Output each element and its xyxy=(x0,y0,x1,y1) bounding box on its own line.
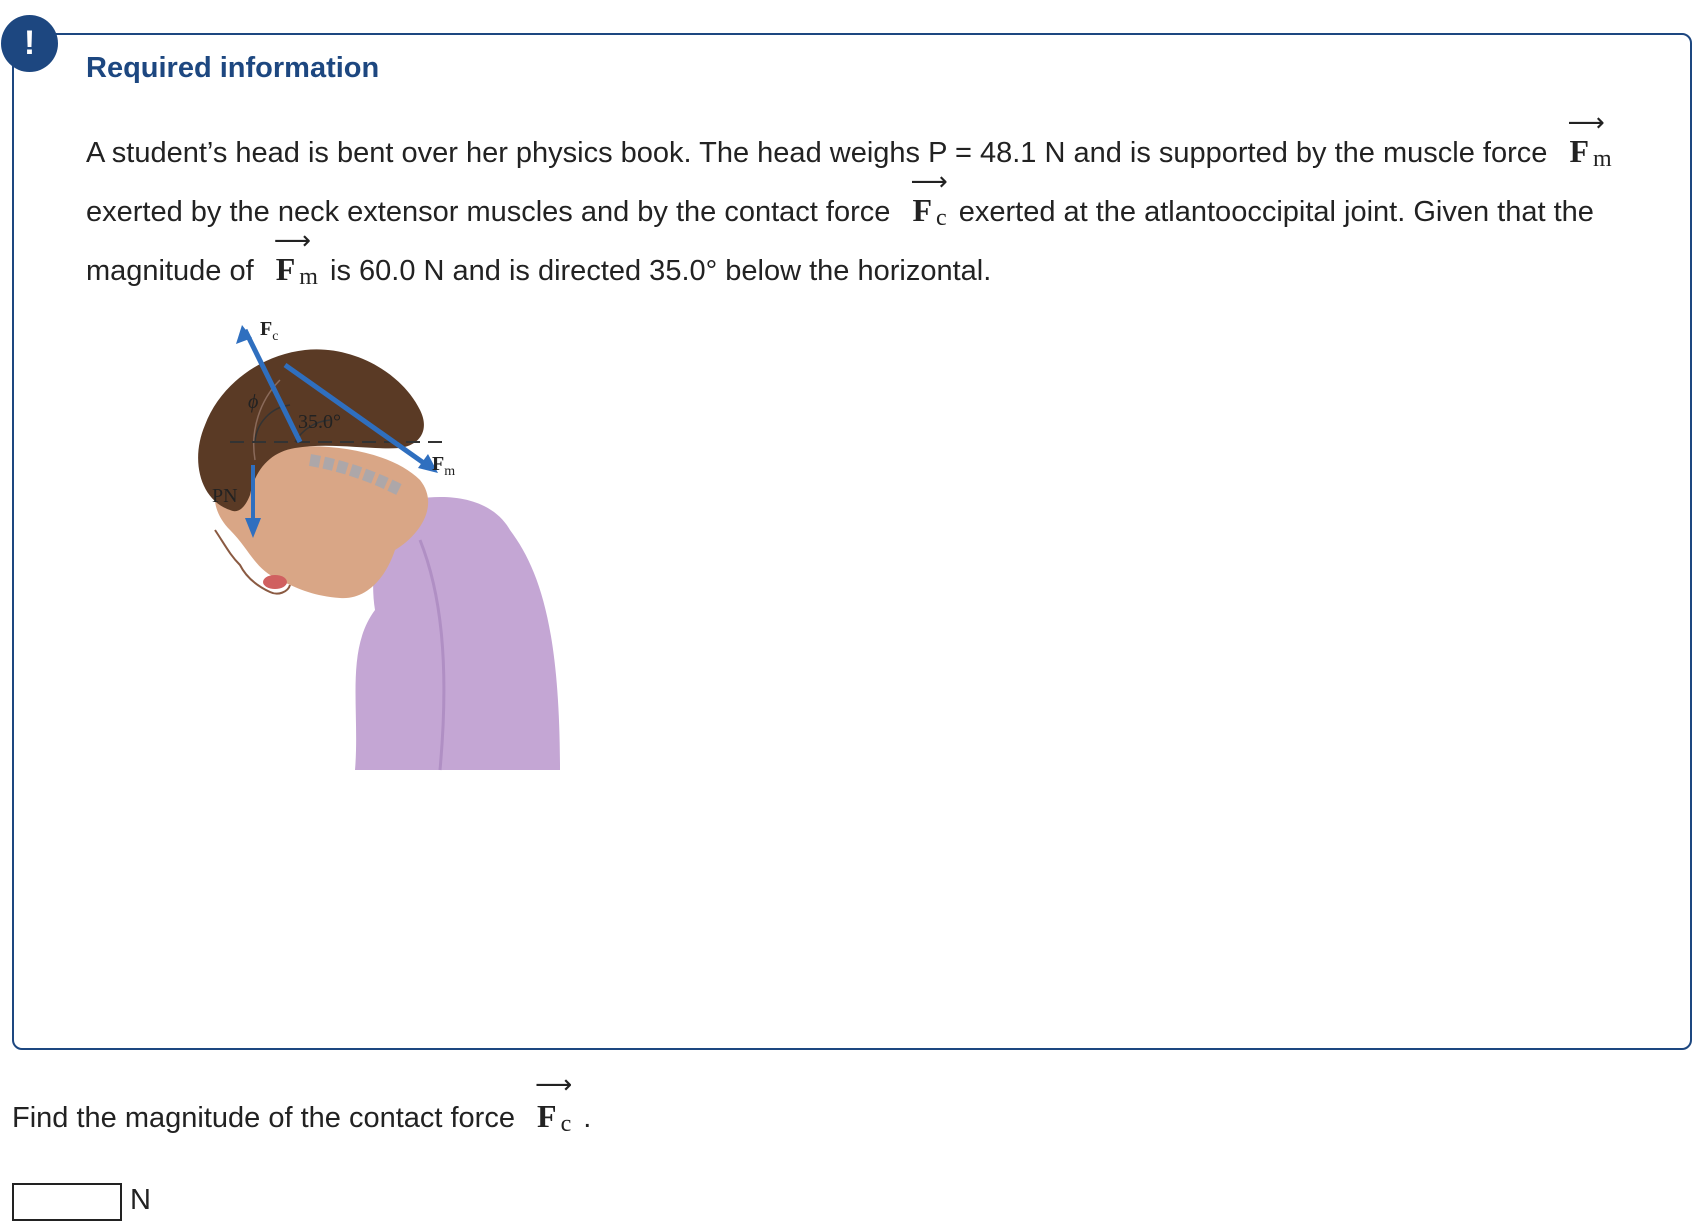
question-text: Find the magnitude of the contact force xyxy=(12,1102,515,1134)
problem-text-part-3: exerted at the atlantooccipital joint. Given that the magnitude of xyxy=(86,196,1594,287)
phi-label: ϕ xyxy=(248,391,259,413)
angle-label: 35.0° xyxy=(298,411,341,433)
vector-fc: ⟶ F $_c$ xyxy=(912,183,946,242)
problem-text-part-2: exerted by the neck extensor muscles and by the contact force xyxy=(86,196,891,228)
problem-text-part-4: is 60.0 N and is directed 35.0° below the horizontal. xyxy=(330,255,992,287)
problem-statement xyxy=(86,108,1646,301)
info-title: Required information xyxy=(86,52,380,84)
unit-label: N xyxy=(130,1184,151,1216)
fm-label: $F_m$ xyxy=(432,453,456,479)
vector-fm: ⟶ F $_m$ xyxy=(276,242,318,301)
vector-fc: ⟶ F $_c$ xyxy=(535,1070,573,1137)
question-prompt xyxy=(12,1070,592,1137)
vector-arrow-icon: ⟶ xyxy=(535,1070,573,1100)
vector-fm: ⟶ F $_m$ xyxy=(1569,124,1611,183)
head-force-diagram xyxy=(120,318,640,780)
vector-arrow-icon: ⟶ xyxy=(1567,108,1605,138)
alert-icon xyxy=(1,15,58,72)
weight-label: PN xyxy=(212,485,238,507)
problem-text-part-1: A student’s head is bent over her physics book. The head weighs P = 48.1 N and is supported by the muscle force xyxy=(86,137,1548,169)
vector-arrow-icon: ⟶ xyxy=(910,167,948,197)
vector-arrow-icon: ⟶ xyxy=(273,226,312,256)
answer-input[interactable] xyxy=(12,1183,122,1221)
question-end: . xyxy=(583,1102,592,1134)
exclamation-icon: ! xyxy=(23,24,36,62)
fc-label: $F_c$ xyxy=(260,318,279,344)
